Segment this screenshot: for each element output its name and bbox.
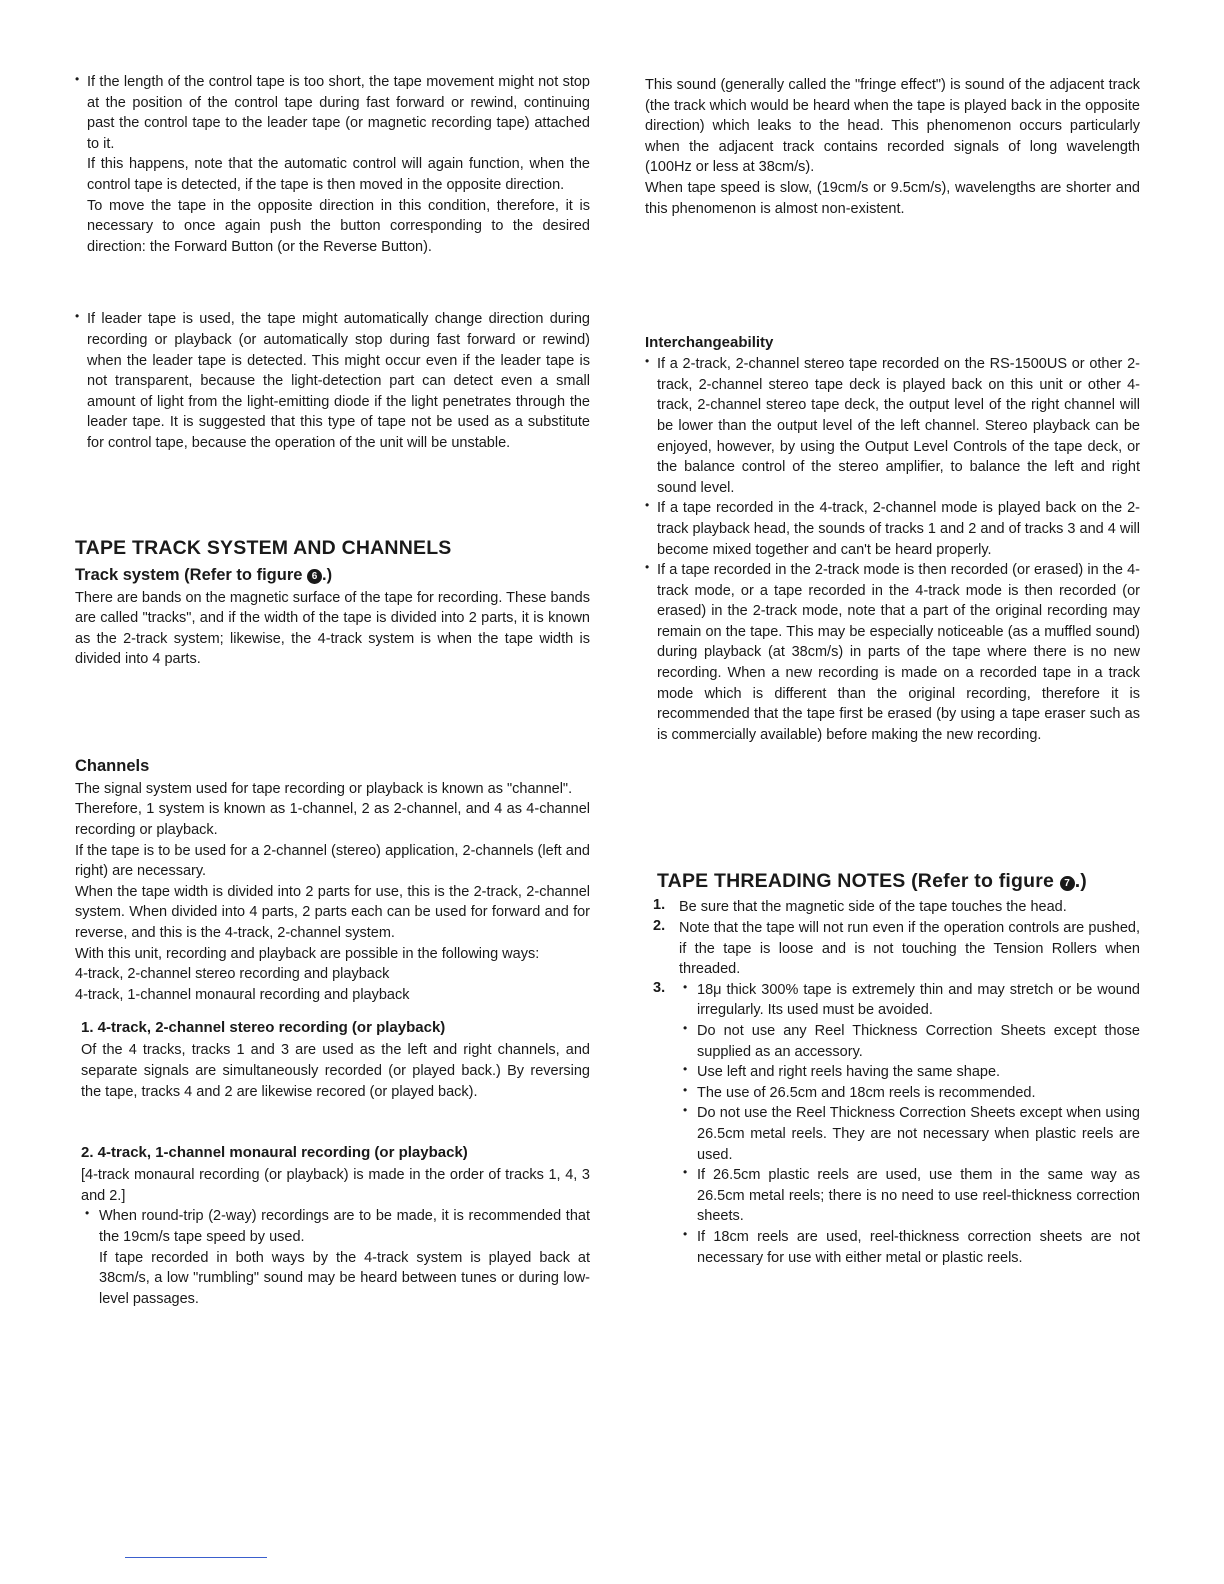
list-item (653, 897, 1140, 918)
monaural-heading: 2. 4-track, 1-channel monaural recording (or playback) (81, 1144, 468, 1162)
item-number: 1. (653, 897, 666, 914)
paragraph: 4-track, 2-channel stereo recording and playback (75, 966, 390, 983)
paragraph: • 18μ thick 300% tape is extremely thin and may stretch or be wound irregularly. Its used must be avoided. (697, 981, 1140, 1019)
footer-rule (125, 1557, 267, 1558)
figure-6-icon: 6 (307, 569, 322, 584)
paragraph: If the tape is to be used for a 2-channel (stereo) application, 2-channels (left and right) are necessary. (75, 842, 590, 880)
channels-body (75, 779, 590, 1006)
sub-bullet (679, 1165, 1140, 1227)
paragraph: • If 26.5cm plastic reels are used, use them in the same way as 26.5cm metal reels; there is no need to use reel-thickness correction sheets. (697, 1167, 1140, 1225)
control-tape-note (75, 72, 590, 257)
item-number: 3. (653, 979, 666, 996)
paragraph: • When round-trip (2-way) recordings are to be made, it is recommended that the 19cm/s tape speed by used. (99, 1208, 590, 1245)
heading-text: Track system (Refer to figure (75, 565, 303, 584)
right-column (645, 75, 1140, 1268)
list-item (645, 560, 1140, 745)
sub-bullet (679, 1227, 1140, 1268)
threading-list (645, 897, 1140, 1268)
paragraph: • If the length of the control tape is too short, the tape movement might not stop at the position of the control tape during fast forward or rewind, continuing past the control tape to the leader tape (or magnetic recording tape) attached to it. (87, 74, 590, 152)
paragraph: Be sure that the magnetic side of the tape touches the head. (679, 899, 1067, 916)
paragraph: If tape recorded in both ways by the 4-track system is played back at 38cm/s, a low "rumbling" sound may be heard between tunes or during low-level passages. (99, 1249, 590, 1307)
sub-bullet (679, 1083, 1140, 1104)
sub-bullet (679, 1021, 1140, 1062)
leader-tape-note (75, 309, 590, 453)
stereo-heading: 1. 4-track, 2-channel stereo recording (or playback) (81, 1019, 446, 1037)
heading-close: .) (322, 565, 333, 584)
item-number: 2. (653, 918, 666, 935)
section-title: TAPE TRACK SYSTEM AND CHANNELS (75, 536, 452, 559)
paragraph: • If 18cm reels are used, reel-thickness correction sheets are not necessary for use with either metal or plastic reels. (697, 1228, 1140, 1266)
track-system-body: There are bands on the magnetic surface of the tape for recording. These bands are called "tracks", and if the width of the tape is divided into 2 parts, it is known as the 2-track system; likewise, the 4-track system is when the tape width is divided into 4 parts. (75, 589, 590, 668)
sub-bullet (679, 980, 1140, 1021)
paragraph: • Do not use any Reel Thickness Correction Sheets except those supplied as an accessory. (697, 1023, 1140, 1060)
paragraph: • If a 2-track, 2-channel stereo tape recorded on the RS-1500US or other 2-track, 2-channel stereo tape deck is played back on this unit or other 4-track, 2-channel stereo tape deck, the output level of the right channel will be lower than the output level of the left channel. Stereo playback can be enjoyed, however, by using the Output Level Controls of the tape deck, or the balance control of the stereo amplifier, to balance the left and right sound level. (657, 356, 1140, 496)
sub-bullet (679, 1062, 1140, 1083)
list-item (653, 980, 1140, 1268)
left-column (75, 72, 590, 1309)
threading-heading (645, 870, 1140, 893)
paragraph: • The use of 26.5cm and 18cm reels is recommended. (697, 1084, 1036, 1101)
paragraph: • Use left and right reels having the same shape. (697, 1064, 1001, 1081)
list-item (645, 498, 1140, 560)
paragraph: When tape speed is slow, (19cm/s or 9.5cm/s), wavelengths are shorter and this phenomenon is almost non-existent. (645, 179, 1140, 217)
paragraph: With this unit, recording and playback are possible in the following ways: (75, 945, 540, 962)
channels-heading: Channels (75, 756, 150, 775)
paragraph: If this happens, note that the automatic control will again function, when the control tape is detected, if the tape is then moved in the opposite direction. (87, 156, 590, 193)
paragraph: The signal system used for tape recording or playback is known as "channel". (75, 780, 573, 797)
paragraph: Note that the tape will not run even if the operation controls are pushed, if the tape is loose and is not touching the Tension Rollers when threaded. (679, 920, 1140, 978)
heading-text: TAPE THREADING NOTES (Refer to figure (657, 870, 1055, 893)
paragraph: Therefore, 1 system is known as 1-channel, 2 as 2-channel, and 4 as 4-channel recording or playback. (75, 801, 590, 839)
fringe-effect-text (645, 75, 1140, 219)
interchangeability-heading: Interchangeability (645, 334, 774, 352)
figure-7-icon: 7 (1060, 876, 1075, 891)
paragraph: This sound (generally called the "fringe effect") is sound of the adjacent track (the track which would be heard when the tape is played back in the opposite direction) which leaks to the head. This phenomenon occurs particularly when the adjacent track contains recorded signals of long wavelength (100Hz or less at 38cm/s). (645, 77, 1140, 176)
paragraph: • If a tape recorded in the 2-track mode is then recorded (or erased) in the 4-track mode, or a tape recorded in the 4-track mode is then recorded (or erased) in the 2-track mode, note that a part of the original recording may remain on the tape. This may be especially noticeable (as a muffled sound) during playback (at 38cm/s) in parts of the tape where there is no new recording. When a new recording is made on a recorded tape in a track mode which is different than the original recording, therefore it is recommended that the tape first be erased (by using a tape eraser such as is commercially available) before making the new recording. (657, 562, 1140, 743)
heading-close: .) (1074, 870, 1087, 893)
stereo-body: Of the 4 tracks, tracks 1 and 3 are used as the left and right channels, and separate signals are simultaneously recorded (or played back.) By reversing the tape, tracks 4 and 2 are likewise recored (or played back). (81, 1042, 590, 1100)
paragraph: To move the tape in the opposite direction in this condition, therefore, it is necessary to once again push the button corresponding to the desired direction: the Forward Button (or the Reverse Button). (87, 197, 590, 255)
paragraph: • If leader tape is used, the tape might automatically change direction during recording or playback (or automatically stop during fast forward or rewind) when the leader tape is detected. This might occur even if the leader tape is not transparent, because the light-detection part can detect even a small amount of light from the light-emitting diode if the light penetrates through the leader tape. It is suggested that this type of tape not be used as a substitute for control tape, because the operation of the unit will be unstable. (87, 311, 590, 451)
monaural-bullet (81, 1206, 590, 1309)
interchangeability-list (645, 354, 1140, 745)
sub-bullet (679, 1103, 1140, 1165)
list-item (645, 354, 1140, 498)
track-system-heading (75, 566, 590, 585)
list-item (653, 918, 1140, 980)
paragraph: • Do not use the Reel Thickness Correction Sheets except when using 26.5cm metal reels. They are not necessary when plastic reels are used. (697, 1105, 1140, 1163)
monaural-intro: [4-track monaural recording (or playback) is made in the order of tracks 1, 4, 3 and 2.] (81, 1167, 590, 1204)
paragraph: • If a tape recorded in the 4-track, 2-channel mode is played back on the 2-track playback head, the sounds of tracks 1 and 2 and of tracks 3 and 4 will become mixed together and can't be heard properly. (657, 500, 1140, 558)
paragraph: 4-track, 1-channel monaural recording and playback (75, 986, 410, 1003)
paragraph: When the tape width is divided into 2 parts for use, this is the 2-track, 2-channel system. When divided into 4 parts, 2 parts each can be used for forward and for reverse, and this is the 4-track, 2-channel system. (75, 883, 590, 942)
